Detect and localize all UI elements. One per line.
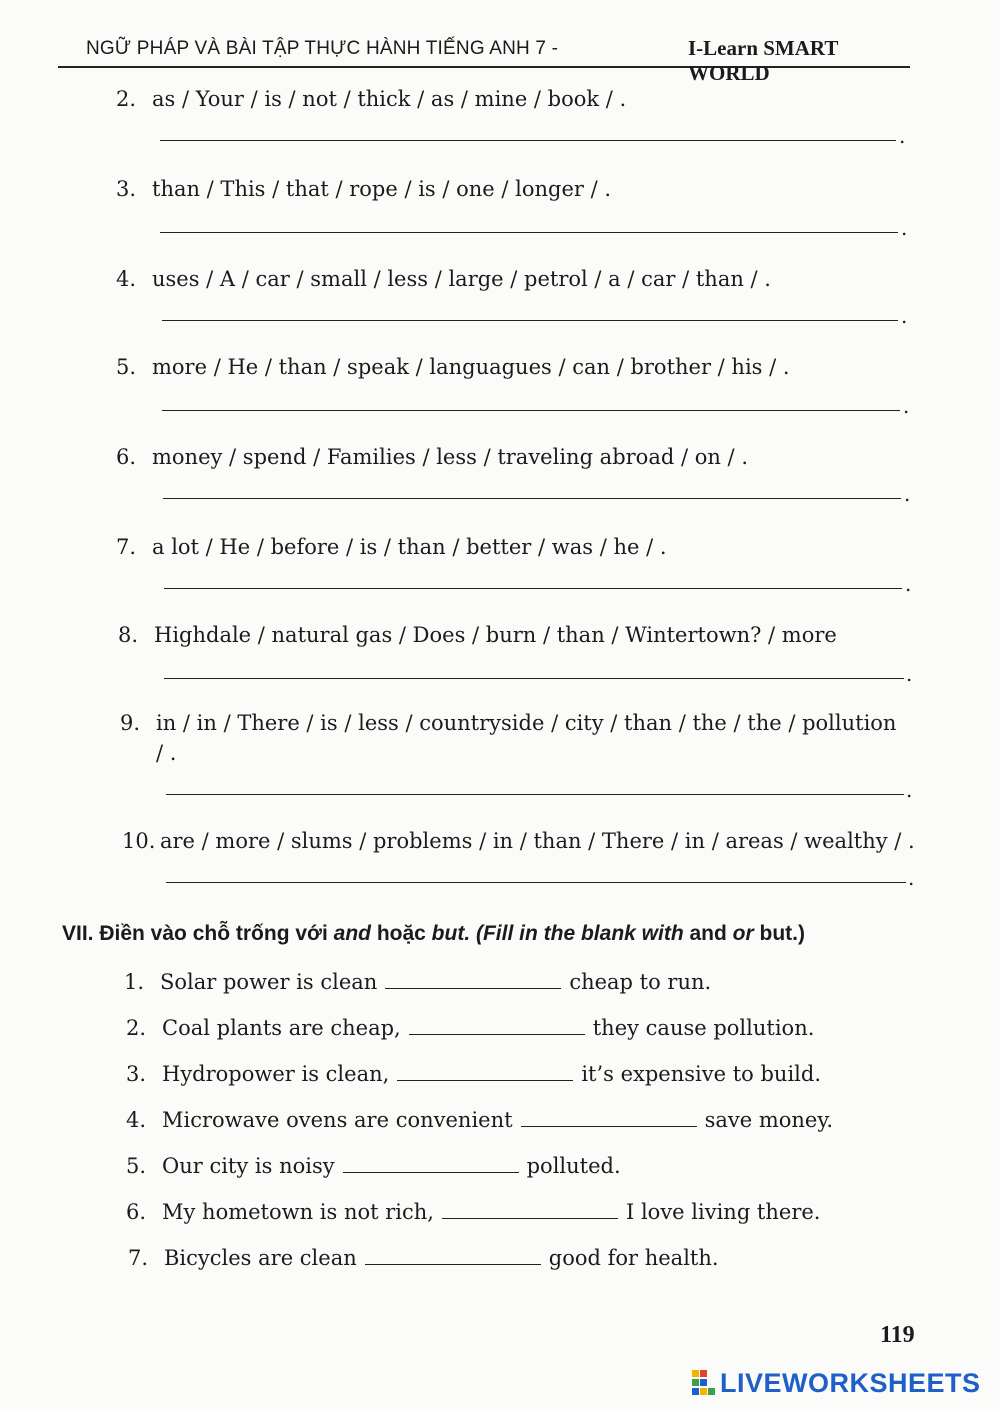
answer-period: . [905,572,912,596]
fill-number: 7. [128,1246,149,1270]
fill-blank[interactable] [365,1244,541,1265]
fill-item-5 [126,1152,621,1180]
question-3 [116,174,916,204]
question-number: 7. [116,535,137,559]
fill-number: 3. [126,1062,147,1086]
answer-period: . [906,778,913,802]
fill-before: Our city is noisy [162,1154,335,1178]
fill-after: polluted. [526,1154,621,1178]
fill-number: 4. [126,1108,147,1132]
question-words-continued: / . [156,741,177,765]
question-number: 6. [116,445,137,469]
question-number: 4. [116,267,137,291]
fill-number: 5. [126,1154,147,1178]
section-7-and: and [333,922,371,945]
answer-line-9[interactable] [166,794,904,795]
fill-item-1 [124,968,711,996]
section-7-prefix: VII. Điền vào chỗ trống với [62,922,334,945]
question-number: 10. [122,829,156,853]
section-7-english-instruction: (Fill in the blank with [470,922,690,945]
answer-period: . [906,662,913,686]
fill-blank[interactable] [397,1060,573,1081]
fill-number: 1. [124,970,145,994]
fill-blank[interactable] [442,1198,618,1219]
fill-after: they cause pollution. [592,1016,815,1040]
section-7-english-or: or [726,922,760,945]
fill-number: 6. [126,1200,147,1224]
answer-period: . [908,866,915,890]
question-4 [116,264,916,294]
fill-before: Microwave ovens are convenient [162,1108,513,1132]
answer-line-2[interactable] [160,140,896,141]
fill-after: good for health. [548,1246,719,1270]
fill-after: save money. [704,1108,834,1132]
question-number: 3. [116,177,137,201]
question-6 [116,442,916,472]
question-number: 8. [118,623,139,647]
answer-period: . [901,304,908,328]
fill-item-4 [126,1106,833,1134]
fill-item-2 [126,1014,814,1042]
question-words: in / in / There / is / less / countryside / city / than / the / the / pollution [156,711,897,735]
fill-before: Coal plants are cheap, [162,1016,401,1040]
fill-after: it’s expensive to build. [581,1062,821,1086]
header-series-title: I-Learn SMART WORLD [688,36,838,85]
page-number: 119 [880,1322,915,1348]
question-number: 5. [116,355,137,379]
question-9 [120,708,920,768]
liveworksheets-logo-icon [692,1370,716,1396]
fill-after: cheap to run. [569,970,712,994]
page-header [58,30,910,85]
fill-item-3 [126,1060,821,1088]
question-words: money / spend / Families / less / traveling abroad / on / . [152,445,748,469]
question-7 [116,532,916,562]
question-number: 9. [120,711,141,735]
section-7-heading [62,922,805,946]
answer-line-3[interactable] [160,232,898,233]
answer-period: . [899,124,906,148]
answer-line-5[interactable] [162,410,900,411]
answer-line-8[interactable] [164,678,904,679]
fill-before: Bicycles are clean [164,1246,357,1270]
liveworksheets-watermark [692,1366,981,1400]
section-7-english-but: but.) [759,922,805,945]
fill-blank[interactable] [385,968,561,989]
question-words: uses / A / car / small / less / large / petrol / a / car / than / . [152,267,771,291]
question-8 [118,620,918,650]
fill-before: Hydropower is clean, [162,1062,390,1086]
question-2 [116,84,916,114]
answer-line-4[interactable] [162,320,898,321]
question-words: as / Your / is / not / thick / as / mine / book / . [152,87,627,111]
question-number: 2. [116,87,137,111]
fill-item-6 [126,1198,820,1226]
fill-before: Solar power is clean [160,970,378,994]
question-words: a lot / He / before / is / than / better / was / he / . [152,535,667,559]
fill-item-7 [128,1244,719,1272]
answer-period: . [901,216,908,240]
fill-blank[interactable] [343,1152,519,1173]
question-words: Highdale / natural gas / Does / burn / than / Wintertown? / more [154,623,837,647]
answer-period: . [903,394,910,418]
fill-after: I love living there. [625,1200,821,1224]
fill-before: My hometown is not rich, [162,1200,434,1224]
question-5 [116,352,916,382]
question-10 [122,826,922,856]
answer-line-6[interactable] [163,498,901,499]
section-7-english-and: and [689,922,727,945]
answer-period: . [904,482,911,506]
question-words: more / He / than / speak / languagues / can / brother / his / . [152,355,790,379]
fill-blank[interactable] [521,1106,697,1127]
liveworksheets-text: LIVEWORKSHEETS [720,1367,981,1398]
answer-line-7[interactable] [164,588,902,589]
question-words: than / This / that / rope / is / one / longer / . [152,177,612,201]
section-7-mid: hoặc [370,922,432,945]
fill-number: 2. [126,1016,147,1040]
answer-line-10[interactable] [166,882,906,883]
header-book-title: NGỮ PHÁP VÀ BÀI TẬP THỰC HÀNH TIẾNG ANH 7 - [86,38,559,59]
question-words: are / more / slums / problems / in / than / There / in / areas / wealthy / . [160,829,915,853]
section-7-but: but. [431,922,471,945]
fill-blank[interactable] [409,1014,585,1035]
